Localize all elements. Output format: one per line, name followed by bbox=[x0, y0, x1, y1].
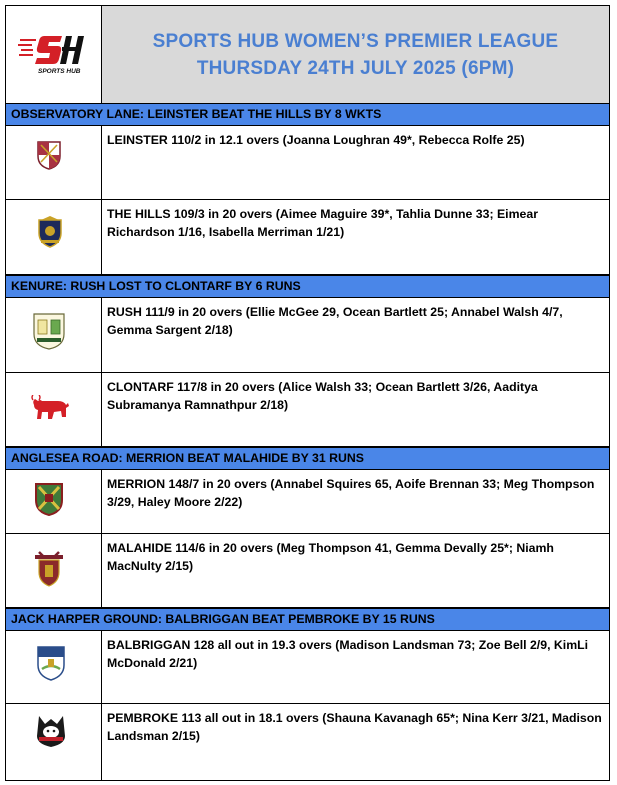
venue-result-bar: ANGLESEA ROAD: MERRION BEAT MALAHIDE BY 31 RUNS bbox=[6, 447, 609, 470]
logo-text: SPORTS HUB bbox=[38, 68, 81, 75]
team-row bbox=[6, 200, 609, 275]
venue-result-bar: KENURE: RUSH LOST TO CLONTARF BY 6 RUNS bbox=[6, 275, 609, 298]
crest-cell bbox=[6, 534, 102, 607]
crest-cell bbox=[6, 631, 102, 703]
crest-cell bbox=[6, 704, 102, 780]
venue-result-bar: OBSERVATORY LANE: LEINSTER BEAT THE HILLS BY 8 WKTS bbox=[6, 103, 609, 126]
venue-result-bar: JACK HARPER GROUND: BALBRIGGAN BEAT PEMBROKE BY 15 RUNS bbox=[6, 608, 609, 631]
crest-cell bbox=[6, 470, 102, 533]
team-row bbox=[6, 373, 609, 447]
merrion-crest-icon bbox=[34, 482, 64, 516]
crest-cell bbox=[6, 298, 102, 372]
results-sheet bbox=[5, 5, 610, 781]
match-date: THURSDAY 24TH JULY 2025 (6PM) bbox=[196, 57, 515, 79]
crest-cell bbox=[6, 200, 102, 274]
team-row bbox=[6, 704, 609, 780]
team-row bbox=[6, 534, 609, 608]
clontarf-bull-icon bbox=[30, 395, 70, 423]
team-row bbox=[6, 298, 609, 373]
header bbox=[6, 6, 609, 104]
rush-crest-icon bbox=[32, 312, 66, 350]
team-row bbox=[6, 126, 609, 200]
title-cell bbox=[102, 6, 609, 103]
league-title: SPORTS HUB WOMEN’S PREMIER LEAGUE bbox=[152, 30, 559, 52]
team-score: RUSH 111/9 in 20 overs (Ellie McGee 29, Ocean Bartlett 25; Annabel Walsh 4/7, Gemma Sargent 2/18) bbox=[107, 305, 563, 337]
team-row bbox=[6, 470, 609, 534]
team-score: PEMBROKE 113 all out in 18.1 overs (Shauna Kavanagh 65*; Nina Kerr 3/21, Madison Landsman 2/15) bbox=[107, 711, 602, 743]
team-row bbox=[6, 631, 609, 704]
leinster-crest-icon bbox=[36, 140, 62, 170]
team-score: LEINSTER 110/2 in 12.1 overs (Joanna Loughran 49*, Rebecca Rolfe 25) bbox=[107, 133, 525, 147]
sports-hub-logo-icon bbox=[18, 32, 90, 76]
team-score: CLONTARF 117/8 in 20 overs (Alice Walsh 33; Ocean Bartlett 3/26, Aaditya Subramanya Ramnathpur 2/18) bbox=[107, 380, 538, 412]
team-score: MERRION 148/7 in 20 overs (Annabel Squires 65, Aoife Brennan 33; Meg Thompson 3/29, Haley Moore 2/22) bbox=[107, 477, 595, 509]
team-score: THE HILLS 109/3 in 20 overs (Aimee Maguire 39*, Tahlia Dunne 33; Eimear Richardson 1/16, Isabella Merriman 1/21) bbox=[107, 207, 538, 239]
pembroke-crest-icon bbox=[35, 714, 67, 748]
crest-cell bbox=[6, 126, 102, 199]
the-hills-crest-icon bbox=[37, 216, 63, 248]
team-score: MALAHIDE 114/6 in 20 overs (Meg Thompson 41, Gemma Devally 25*; Niamh MacNulty 2/15) bbox=[107, 541, 554, 573]
team-score: BALBRIGGAN 128 all out in 19.3 overs (Madison Landsman 73; Zoe Bell 2/9, KimLi McDonald 2/21) bbox=[107, 638, 589, 670]
logo-cell bbox=[6, 6, 102, 103]
balbriggan-crest-icon bbox=[36, 645, 66, 681]
malahide-crest-icon bbox=[33, 550, 65, 588]
crest-cell bbox=[6, 373, 102, 446]
